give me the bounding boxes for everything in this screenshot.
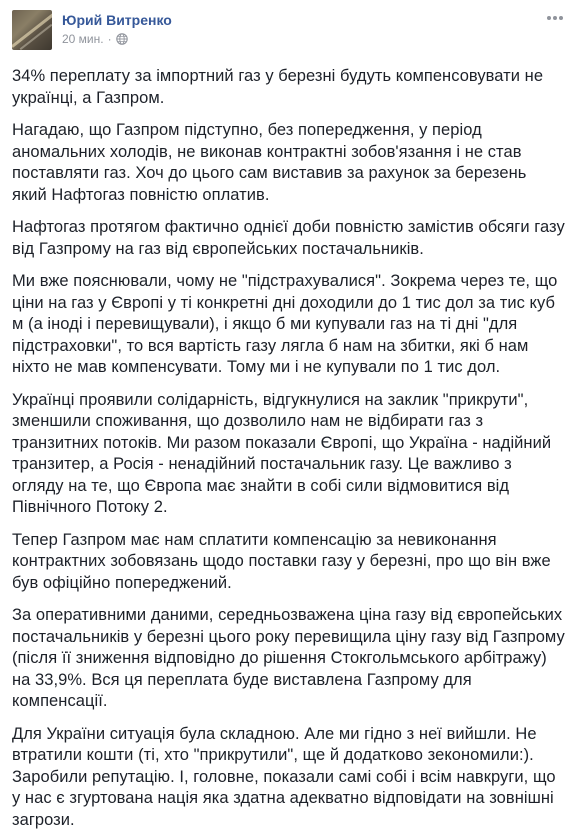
post-paragraph: Нагадаю, що Газпром підступно, без попередження, у період аномальних холодів, не виконав контрактні зобов'язання і не став поставляти газ. Хоч до цього сам виставив за рахунок за березень який Нафтогаз повністю оплатив. xyxy=(12,120,565,206)
post-paragraph: Українці проявили солідарність, відгукнулися на заклик "прикрути", зменшили споживання, що дозволило нам не відбирати газ з транзитних потоків. Ми разом показали Європі, що Україна - надійний транзитер, а Росія - ненадійний постачальник газу. Це важливо з огляду на те, що Європа має знайти в собі сили відмовитися від Північного Потоку 2. xyxy=(12,390,565,519)
author-name-link[interactable]: Юрий Витренко xyxy=(62,11,172,29)
post-paragraph: За оперативними даними, середньозважена ціна газу від європейських постачальників у березні цього року перевищила ціну газу від Газпрому (після її зниження відповідно до рішення Стокгольмського арбітражу) на 33,9%. Вся ця переплата буде виставлена Газпрому для компенсації. xyxy=(12,605,565,713)
post-timestamp[interactable]: 20 мин. xyxy=(62,31,104,47)
post-paragraph: 34% переплату за імпортний газ у березні будуть компенсовувати не українці, а Газпром. xyxy=(12,66,565,109)
more-horizontal-icon[interactable] xyxy=(545,12,565,24)
post-header xyxy=(12,10,565,54)
globe-icon[interactable] xyxy=(116,33,128,45)
post-subline xyxy=(62,31,172,47)
meta-separator: · xyxy=(108,31,112,47)
post-body xyxy=(12,66,565,831)
author-avatar[interactable] xyxy=(12,10,52,50)
post-paragraph: Нафтогаз протягом фактично однієї доби повністю замістив обсяги газу від Газпрому на газ від європейських постачальників. xyxy=(12,217,565,260)
post-paragraph: Ми вже пояснювали, чому не "підстрахувалися". Зокрема через те, що ціни на газ у Європі у ті конкретні дні доходили до 1 тис дол за тис куб м (а іноді і перевищували), і якщо б ми купували газ на ті дні "для підстраховки", то вся вартість газу лягла б нам на збитки, які б нам ніхто не мав компенсувати. Тому ми і не купували по 1 тис дол. xyxy=(12,271,565,379)
post-paragraph: Тепер Газпром має нам сплатити компенсацію за невиконання контрактних зобовязань щодо поставки газу у березні, про що він вже був офіційно попереджений. xyxy=(12,530,565,595)
post-meta xyxy=(62,10,172,47)
post-paragraph: Для України ситуація була складною. Але ми гідно з неї вийшли. Не втратили кошти (ті, хто "прикрутили", ще й додатково зекономили:). Заробили репутацію. І, головне, показали самі собі і всім навкруги, що у нас є згуртована нація яка здатна адекватно відповідати на зовнішні загрози. xyxy=(12,724,565,831)
